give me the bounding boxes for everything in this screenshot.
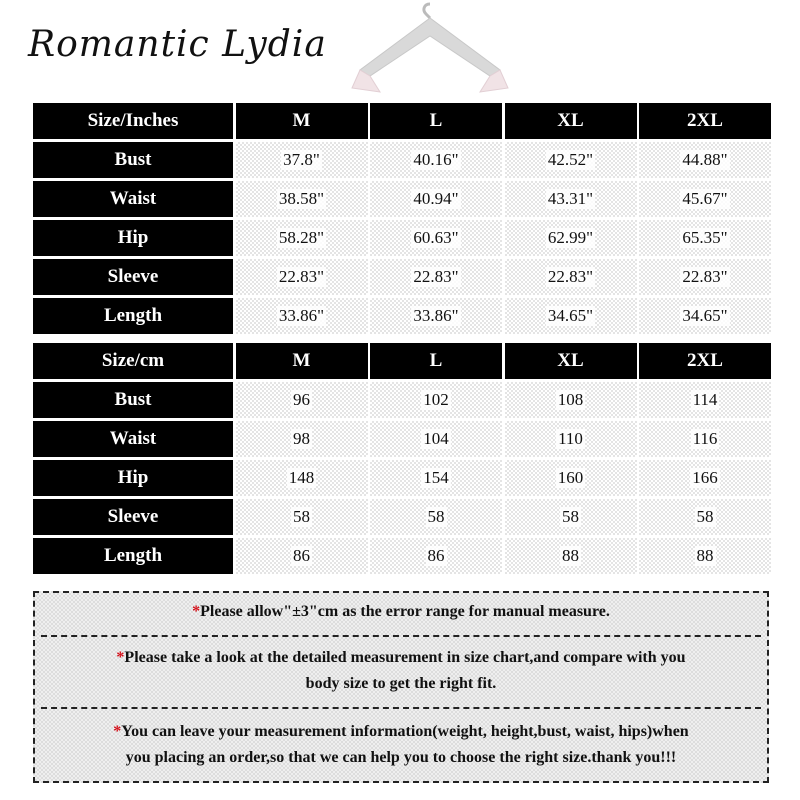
- asterisk: *: [192, 603, 201, 620]
- table-cell: 43.31": [505, 181, 637, 217]
- note-size-chart: [43, 645, 759, 697]
- note-text: Please take a look at the detailed measurement in size chart,and compare with you: [124, 649, 686, 666]
- row-label-hip: Hip: [33, 460, 233, 496]
- table-cell: 86: [236, 538, 368, 574]
- table-cell: 22.83": [505, 259, 637, 295]
- table-cell: 96: [236, 382, 368, 418]
- header-size-xl: XL: [505, 343, 637, 379]
- row-label-hip: Hip: [33, 220, 233, 256]
- table-cell: 58: [505, 499, 637, 535]
- table-cell: 60.63": [370, 220, 502, 256]
- header-size-m: M: [236, 343, 368, 379]
- divider: [41, 707, 761, 709]
- table-cell: 104: [370, 421, 502, 457]
- table-cell: 37.8": [236, 142, 368, 178]
- row-label-bust: Bust: [33, 382, 233, 418]
- table-cell: 58.28": [236, 220, 368, 256]
- table-cell: 22.83": [639, 259, 771, 295]
- table-cell: 62.99": [505, 220, 637, 256]
- asterisk: *: [113, 723, 122, 740]
- header-size-m: M: [236, 103, 368, 139]
- table-cell: 160: [505, 460, 637, 496]
- row-label-waist: Waist: [33, 421, 233, 457]
- table-cell: 166: [639, 460, 771, 496]
- table-cell: 88: [639, 538, 771, 574]
- header-size-cm: Size/cm: [33, 343, 233, 379]
- table-cell: 114: [639, 382, 771, 418]
- clothes-hanger-icon: [300, 0, 560, 100]
- header-size-xl: XL: [505, 103, 637, 139]
- table-cell: 110: [505, 421, 637, 457]
- header-size-l: L: [370, 343, 502, 379]
- row-label-bust: Bust: [33, 142, 233, 178]
- note-text: you placing an order,so that we can help you to choose the right size.thank you!!!: [125, 749, 677, 766]
- size-table-inches: [33, 103, 771, 334]
- table-cell: 42.52": [505, 142, 637, 178]
- table-cell: 102: [370, 382, 502, 418]
- table-cell: 40.16": [370, 142, 502, 178]
- row-label-length: Length: [33, 298, 233, 334]
- note-text: body size to get the right fit.: [305, 675, 497, 692]
- table-cell: 58: [370, 499, 502, 535]
- divider: [41, 635, 761, 637]
- table-cell: 22.83": [236, 259, 368, 295]
- row-label-length: Length: [33, 538, 233, 574]
- table-cell: 148: [236, 460, 368, 496]
- table-cell: 40.94": [370, 181, 502, 217]
- table-cell: 86: [370, 538, 502, 574]
- table-cell: 33.86": [236, 298, 368, 334]
- table-cell: 58: [236, 499, 368, 535]
- asterisk: *: [116, 649, 125, 666]
- table-cell: 88: [505, 538, 637, 574]
- table-cell: 98: [236, 421, 368, 457]
- table-cell: 65.35": [639, 220, 771, 256]
- row-label-sleeve: Sleeve: [33, 499, 233, 535]
- header-size-2xl: 2XL: [639, 343, 771, 379]
- table-cell: 34.65": [639, 298, 771, 334]
- brand-logo: Romantic Lydia: [28, 24, 327, 65]
- row-label-sleeve: Sleeve: [33, 259, 233, 295]
- row-label-waist: Waist: [33, 181, 233, 217]
- table-cell: 33.86": [370, 298, 502, 334]
- table-cell: 44.88": [639, 142, 771, 178]
- table-cell: 45.67": [639, 181, 771, 217]
- note-error-range: [43, 599, 759, 625]
- table-cell: 22.83": [370, 259, 502, 295]
- note-measurement-info: [43, 719, 759, 771]
- note-text: You can leave your measurement information(weight, height,bust, waist, hips)when: [121, 723, 689, 740]
- header-size-2xl: 2XL: [639, 103, 771, 139]
- header-size-inches: Size/Inches: [33, 103, 233, 139]
- table-cell: 116: [639, 421, 771, 457]
- note-text: Please allow"±3"cm as the error range for manual measure.: [200, 603, 610, 620]
- header-size-l: L: [370, 103, 502, 139]
- table-cell: 34.65": [505, 298, 637, 334]
- table-cell: 154: [370, 460, 502, 496]
- table-cell: 38.58": [236, 181, 368, 217]
- table-cell: 108: [505, 382, 637, 418]
- size-table-cm: [33, 343, 771, 574]
- table-cell: 58: [639, 499, 771, 535]
- notes-box: [33, 591, 769, 783]
